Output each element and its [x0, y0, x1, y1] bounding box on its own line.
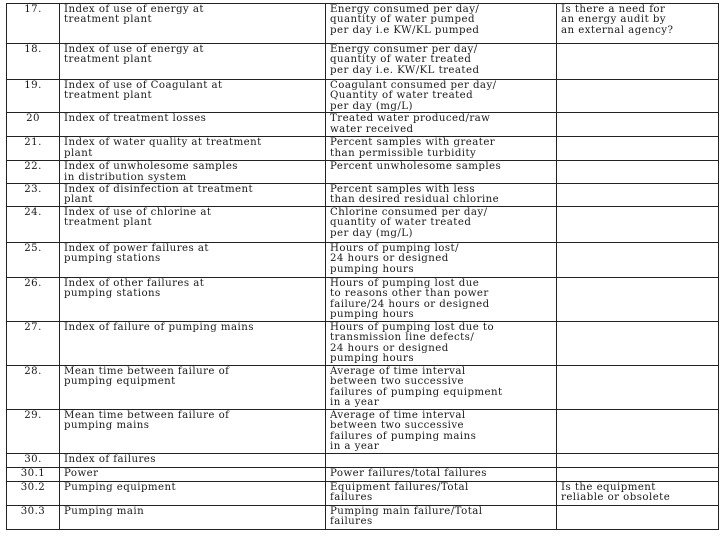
indicator-cell: Index of water quality at treatment plant	[60, 137, 326, 161]
table-row	[7, 453, 719, 467]
formula-cell: Percent unwholesome samples	[326, 161, 557, 184]
remark-cell	[557, 80, 719, 113]
formula-cell: Hours of pumping lost/ 24 hours or designed pumping hours	[326, 242, 557, 277]
formula-cell: Percent samples with greater than permissible turbidity	[326, 137, 557, 161]
formula-cell	[326, 453, 557, 467]
formula-cell: Coagulant consumed per day/ Quantity of water treated per day (mg/L)	[326, 80, 557, 113]
indicator-cell: Index of unwholesome samples in distribution system	[60, 161, 326, 184]
table-row	[7, 44, 719, 80]
row-number: 20	[7, 113, 60, 137]
table-row	[7, 505, 719, 529]
row-number: 30.1	[7, 467, 60, 481]
table-row	[7, 206, 719, 242]
formula-cell: Hours of pumping lost due to transmission line defects/ 24 hours or designed pumping hours	[326, 321, 557, 365]
formula-cell: Hours of pumping lost due to reasons other than power failure/24 hours or designed pumping hours	[326, 277, 557, 321]
formula-cell: Percent samples with less than desired residual chlorine	[326, 184, 557, 207]
table-row	[7, 481, 719, 505]
indicator-cell: Index of use of energy at treatment plant	[60, 4, 326, 44]
row-number: 24.	[7, 206, 60, 242]
indicator-cell: Index of treatment losses	[60, 113, 326, 137]
indicator-cell: Index of other failures at pumping stations	[60, 277, 326, 321]
remark-cell	[557, 161, 719, 184]
remark-cell	[557, 44, 719, 80]
remark-cell	[557, 321, 719, 365]
formula-cell: Energy consumed per day/ quantity of water pumped per day i.e KW/KL pumped	[326, 4, 557, 44]
performance-indicator-table	[6, 3, 719, 530]
table-row	[7, 184, 719, 207]
indicator-cell: Power	[60, 467, 326, 481]
indicator-cell: Index of power failures at pumping stations	[60, 242, 326, 277]
indicator-cell: Index of disinfection at treatment plant	[60, 184, 326, 207]
indicator-cell: Pumping main	[60, 505, 326, 529]
remark-cell	[557, 206, 719, 242]
formula-cell: Power failures/total failures	[326, 467, 557, 481]
indicator-cell: Mean time between failure of pumping equipment	[60, 365, 326, 409]
row-number: 25.	[7, 242, 60, 277]
table-row	[7, 4, 719, 44]
row-number: 29.	[7, 409, 60, 453]
remark-cell	[557, 184, 719, 207]
table-row	[7, 242, 719, 277]
indicator-cell: Pumping equipment	[60, 481, 326, 505]
formula-cell: Pumping main failure/Total failures	[326, 505, 557, 529]
remark-cell	[557, 242, 719, 277]
row-number: 19.	[7, 80, 60, 113]
remark-cell	[557, 453, 719, 467]
remark-cell: Is there a need for an energy audit by an external agency?	[557, 4, 719, 44]
document-page	[6, 3, 718, 530]
formula-cell: Energy consumer per day/ quantity of water treated per day i.e. KW/KL treated	[326, 44, 557, 80]
row-number: 30.2	[7, 481, 60, 505]
row-number: 23.	[7, 184, 60, 207]
remark-cell	[557, 137, 719, 161]
formula-cell: Average of time interval between two successive failures of pumping mains in a year	[326, 409, 557, 453]
row-number: 18.	[7, 44, 60, 80]
table-row	[7, 321, 719, 365]
indicator-cell: Index of use of Coagulant at treatment plant	[60, 80, 326, 113]
table-row	[7, 365, 719, 409]
formula-cell: Treated water produced/raw water received	[326, 113, 557, 137]
table-row	[7, 277, 719, 321]
formula-cell: Equipment failures/Total failures	[326, 481, 557, 505]
remark-cell	[557, 365, 719, 409]
table-row	[7, 80, 719, 113]
row-number: 22.	[7, 161, 60, 184]
table-row	[7, 161, 719, 184]
remark-cell	[557, 467, 719, 481]
remark-cell	[557, 277, 719, 321]
indicator-cell: Index of failures	[60, 453, 326, 467]
row-number: 30.3	[7, 505, 60, 529]
row-number: 30.	[7, 453, 60, 467]
formula-cell: Average of time interval between two successive failures of pumping equipment in a year	[326, 365, 557, 409]
indicator-cell: Index of use of chlorine at treatment plant	[60, 206, 326, 242]
row-number: 28.	[7, 365, 60, 409]
formula-cell: Chlorine consumed per day/ quantity of water treated per day (mg/L)	[326, 206, 557, 242]
table-row	[7, 113, 719, 137]
row-number: 17.	[7, 4, 60, 44]
remark-cell	[557, 409, 719, 453]
remark-cell	[557, 113, 719, 137]
indicator-cell: Index of use of energy at treatment plant	[60, 44, 326, 80]
remark-cell	[557, 505, 719, 529]
remark-cell: Is the equipment reliable or obsolete	[557, 481, 719, 505]
table-row	[7, 467, 719, 481]
indicator-cell: Mean time between failure of pumping mains	[60, 409, 326, 453]
indicator-cell: Index of failure of pumping mains	[60, 321, 326, 365]
table-row	[7, 409, 719, 453]
row-number: 21.	[7, 137, 60, 161]
row-number: 26.	[7, 277, 60, 321]
row-number: 27.	[7, 321, 60, 365]
table-row	[7, 137, 719, 161]
